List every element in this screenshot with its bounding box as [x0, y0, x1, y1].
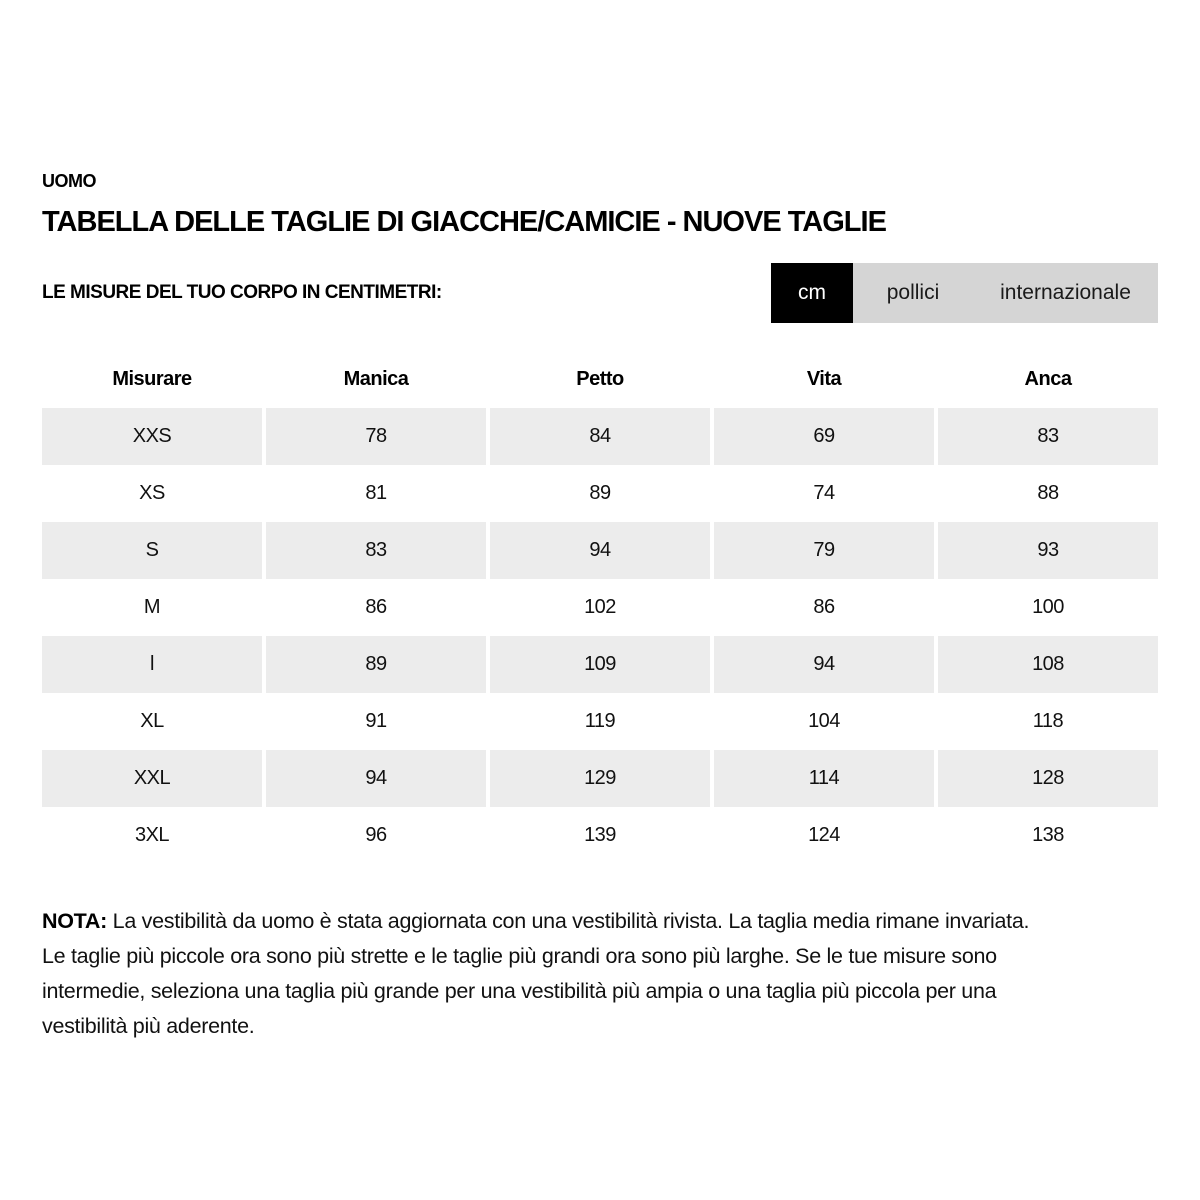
size-label: 3XL	[134, 824, 170, 846]
value-anca: 138	[1032, 824, 1064, 846]
fit-note-label: NOTA:	[42, 909, 107, 933]
value-anca: 100	[1032, 596, 1064, 618]
column-header-anca: Anca	[1024, 368, 1072, 390]
table-row-xxl	[42, 750, 1158, 807]
size-label: XS	[139, 482, 165, 504]
value-anca: 128	[938, 750, 1158, 807]
value-petto: 129	[490, 750, 710, 807]
size-label: XXS	[42, 408, 262, 465]
body-measurements-subtitle: LE MISURE DEL TUO CORPO IN CENTIMETRI:	[42, 282, 442, 303]
tab-cm[interactable]: cm	[771, 263, 853, 323]
fit-note-text: La vestibilità da uomo è stata aggiornata con una vestibilità rivista. La taglia media rimane invariata. Le taglie più piccole ora sono più strette e le taglie più grandi ora sono più larghe. Se le tue misure sono intermedie, seleziona una taglia più grande per una vestibilità più ampia o una taglia più piccola per una vestibilità più aderente.	[42, 909, 1030, 1038]
value-vita: 124	[808, 824, 840, 846]
table-row-l	[42, 636, 1158, 693]
value-manica: 89	[266, 636, 486, 693]
value-petto: 102	[584, 596, 616, 618]
value-petto: 109	[490, 636, 710, 693]
table-row-s	[42, 522, 1158, 579]
category-label: UOMO	[42, 171, 96, 191]
value-vita: 74	[813, 482, 835, 504]
table-row-xl	[42, 693, 1158, 750]
value-vita: 114	[714, 750, 934, 807]
value-manica: 94	[266, 750, 486, 807]
size-label: XL	[140, 710, 164, 732]
value-anca: 108	[938, 636, 1158, 693]
column-header-manica: Manica	[343, 368, 409, 390]
size-table	[42, 351, 1158, 864]
column-header-vita: Vita	[806, 368, 842, 390]
value-petto: 94	[490, 522, 710, 579]
size-label: M	[143, 596, 161, 618]
value-manica: 91	[365, 710, 387, 732]
value-petto: 139	[584, 824, 616, 846]
value-anca: 83	[938, 408, 1158, 465]
fit-note	[42, 904, 1032, 1044]
subtitle-row	[42, 263, 1158, 323]
size-table-header-row	[42, 351, 1158, 408]
column-header-misurare: Misurare	[112, 368, 192, 390]
size-label: l	[42, 636, 262, 693]
value-petto: 89	[589, 482, 611, 504]
value-manica: 81	[365, 482, 387, 504]
tab-pollici[interactable]: pollici	[853, 263, 973, 323]
value-anca: 118	[1032, 710, 1064, 732]
value-vita: 104	[808, 710, 840, 732]
value-manica: 78	[266, 408, 486, 465]
size-guide-content	[0, 172, 1200, 1044]
value-manica: 96	[365, 824, 387, 846]
page-title: TABELLA DELLE TAGLIE DI GIACCHE/CAMICIE - NUOVE TAGLIE	[42, 206, 886, 238]
size-label: XXL	[42, 750, 262, 807]
value-anca: 93	[938, 522, 1158, 579]
table-row-xxs	[42, 408, 1158, 465]
value-anca: 88	[1037, 482, 1059, 504]
value-vita: 94	[714, 636, 934, 693]
value-petto: 84	[490, 408, 710, 465]
value-vita: 79	[714, 522, 934, 579]
tab-internazionale[interactable]: internazionale	[973, 263, 1158, 323]
column-header-petto: Petto	[576, 368, 624, 390]
value-vita: 86	[813, 596, 835, 618]
unit-tabs	[771, 263, 1158, 323]
table-row-m	[42, 579, 1158, 636]
table-row-xs	[42, 465, 1158, 522]
value-vita: 69	[714, 408, 934, 465]
value-petto: 119	[584, 710, 616, 732]
value-manica: 83	[266, 522, 486, 579]
table-row-3xl	[42, 807, 1158, 864]
value-manica: 86	[365, 596, 387, 618]
size-label: S	[42, 522, 262, 579]
